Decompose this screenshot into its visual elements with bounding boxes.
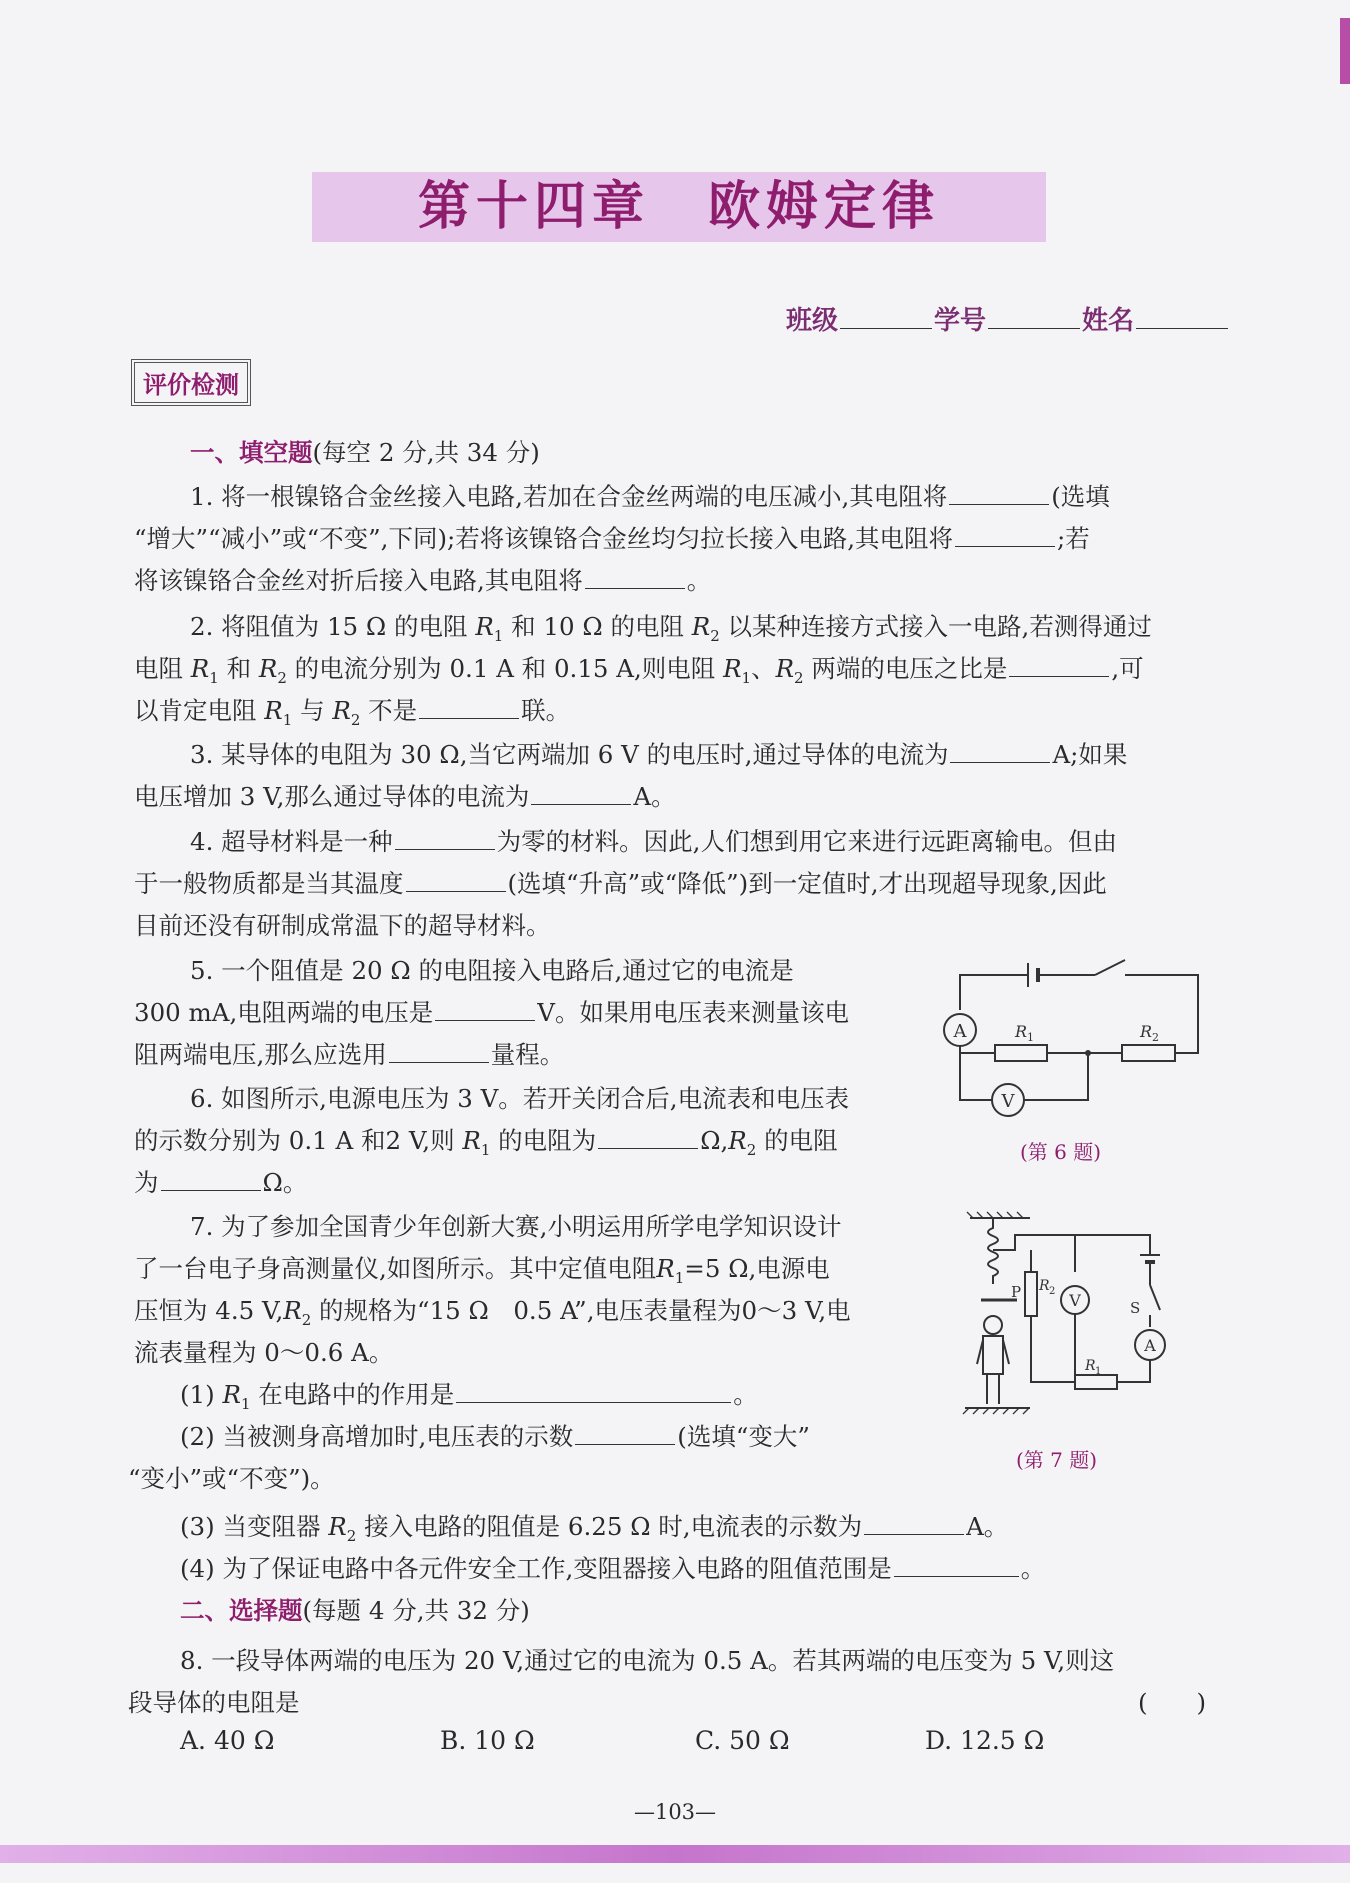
r-symbol: R: [190, 654, 210, 683]
q7-part1: [180, 1376, 758, 1413]
q6-text1: 6. 如图所示,电源电压为 3 V。若开关闭合后,电流表和电压表: [190, 1084, 850, 1113]
wire: [1125, 975, 1198, 1053]
rheostat-r2: [1025, 1272, 1037, 1316]
r2-subscript: 2: [1049, 1286, 1056, 1297]
q8-answer-bracket[interactable]: ( ): [1138, 1688, 1207, 1717]
subscript: 2: [277, 668, 287, 687]
student-info: [786, 300, 1230, 337]
q7-blank4[interactable]: [894, 1554, 1019, 1577]
junction-dot: [1085, 1050, 1091, 1056]
q1-text2: “增大”“减小”或“不变”,下同);若将该镍铬合金丝均匀拉长接入电路,其电阻将: [134, 524, 954, 553]
page-number: —103—: [633, 1800, 717, 1824]
q4-blank2[interactable]: [406, 869, 506, 892]
q3-blank2[interactable]: [531, 782, 631, 805]
chapter-title: 第十四章 欧姆定律: [417, 176, 940, 237]
q2-text3a: 以肯定电阻: [134, 696, 265, 725]
wire: [1075, 1235, 1150, 1255]
wire: [993, 1235, 1075, 1272]
q1-text3: 将该镍铬合金丝对折后接入电路,其电阻将: [134, 566, 583, 595]
class-label: 班级: [785, 306, 838, 336]
q4-text1: 4. 超导材料是一种: [190, 827, 393, 856]
r-symbol: R: [691, 612, 711, 641]
r-symbol: R: [283, 1296, 302, 1325]
q1-blank2[interactable]: [955, 524, 1055, 547]
q2-text1a: 2. 将阻值为 15 Ω 的电阻: [190, 612, 476, 641]
section2-title: 二、选择题: [180, 1596, 303, 1625]
q7-line3: [134, 1292, 851, 1329]
corner-tab: [1340, 18, 1350, 84]
r2-label: R: [1039, 1278, 1050, 1294]
resistor-r1: [995, 1045, 1047, 1061]
subscript: 2: [350, 710, 361, 729]
q2-text2e: 两端的电压之比是: [803, 654, 1008, 683]
q5-text2b: V。如果用电压表来测量该电: [537, 998, 849, 1027]
q8-line2: [128, 1684, 300, 1719]
subscript: 2: [746, 1140, 757, 1159]
q4-line3: [134, 907, 551, 942]
q5-blank2[interactable]: [389, 1040, 489, 1063]
q4-line2: [134, 865, 1107, 900]
subscript: 1: [741, 668, 752, 687]
q4-text2: 于一般物质都是当其温度: [134, 869, 404, 898]
q8-choice-b[interactable]: B. 10 Ω: [440, 1726, 535, 1755]
q7-part3: [180, 1508, 1008, 1545]
q7-part4b: 。: [1020, 1554, 1046, 1583]
q7-part3a: (3) 当变阻器: [180, 1512, 329, 1541]
q1-blank3[interactable]: [585, 566, 685, 589]
q4-text2b: (选填“升高”或“降低”)到一定值时,才出现超导现象,因此: [507, 869, 1107, 898]
q7-text4: 流表量程为 0～0.6 A。: [134, 1338, 394, 1367]
switch-lever: [1150, 1285, 1160, 1310]
q2-text2d: 、: [751, 654, 776, 683]
q5-text3: 阻两端电压,那么应选用: [134, 1040, 387, 1069]
section1-heading: [190, 434, 540, 469]
wire: [960, 1046, 995, 1053]
person-arms: [977, 1340, 1009, 1364]
q3-text1b: A;如果: [1052, 740, 1128, 769]
subscript: 2: [710, 626, 720, 645]
slider-p-label: P: [1011, 1283, 1022, 1301]
q4-line1: [190, 823, 1117, 858]
q5-line2: [134, 994, 849, 1029]
q7-text1: 7. 为了参加全国青少年创新大赛,小明运用所学电学知识设计: [190, 1212, 842, 1241]
subscript: 1: [209, 668, 219, 687]
name-label: 姓名: [1081, 306, 1134, 336]
number-blank[interactable]: [988, 306, 1080, 329]
q1-text3b: 。: [686, 566, 712, 595]
q7-line2: [134, 1250, 830, 1287]
subscript: 2: [301, 1310, 312, 1329]
q6-text3a: 为: [134, 1168, 159, 1197]
q6-line3: [134, 1164, 307, 1199]
r-symbol: R: [475, 612, 494, 641]
q3-blank1[interactable]: [950, 740, 1050, 763]
q5-line1: [190, 952, 794, 987]
person-legs: [987, 1374, 999, 1404]
q7-part3b: 接入电路的阻值是 6.25 Ω 时,电流表的示数为: [356, 1512, 863, 1541]
q5-text1: 5. 一个阻值是 20 Ω 的电阻接入电路后,通过它的电流是: [190, 956, 794, 985]
q2-text2b: 和: [218, 654, 259, 683]
r-symbol: R: [723, 654, 742, 683]
q2-blank1[interactable]: [1009, 654, 1109, 677]
q7-line4: [134, 1334, 393, 1369]
ammeter-label: A: [953, 1021, 967, 1042]
q6-blank1[interactable]: [598, 1126, 698, 1149]
switch-label: S: [1130, 1299, 1141, 1317]
q3-line2: [134, 778, 676, 813]
q2-text3c: 不是: [360, 696, 418, 725]
q3-text1: 3. 某导体的电阻为 30 Ω,当它两端加 6 V 的电压时,通过导体的电流为: [190, 740, 949, 769]
q2-text1c: 以某种连接方式接入一电路,若测得通过: [719, 612, 1152, 641]
q7-line1: [190, 1208, 841, 1243]
q4-text3: 目前还没有研制成常温下的超导材料。: [134, 911, 551, 940]
r2-subscript: 2: [1152, 1031, 1159, 1044]
r-symbol: R: [258, 654, 278, 683]
q3-text2b: A。: [633, 782, 676, 811]
r1-label: R: [1015, 1022, 1028, 1041]
q6-line1: [190, 1080, 849, 1115]
q2-text1b: 和 10 Ω 的电阻: [503, 612, 692, 641]
q7-part4: [180, 1550, 1045, 1585]
subscript: 1: [674, 1268, 685, 1287]
q1-line3: [134, 562, 711, 597]
q5-text3b: 量程。: [490, 1040, 565, 1069]
q8-choice-d[interactable]: D. 12.5 Ω: [925, 1726, 1045, 1755]
q7-part2a: (2) 当被测身高增加时,电压表的示数: [180, 1422, 574, 1451]
name-blank[interactable]: [1136, 306, 1228, 329]
subscript: 1: [282, 710, 293, 729]
q7-height-meter-diagram: [955, 1210, 1185, 1435]
section2-heading: [180, 1592, 530, 1627]
r-symbol: R: [222, 1380, 241, 1409]
r-symbol: R: [728, 1126, 747, 1155]
q1-text2b: ;若: [1057, 524, 1090, 553]
q1-text1: 1. 将一根镍铬合金丝接入电路,若加在合金丝两端的电压减小,其电阻将: [190, 482, 948, 511]
q7-blank2[interactable]: [575, 1422, 675, 1445]
q2-line2: [134, 650, 1144, 687]
q8-choice-a[interactable]: A. 40 Ω: [180, 1726, 275, 1755]
q8-text1: 8. 一段导体两端的电压为 20 V,通过它的电流为 0.5 A。若其两端的电压变为 5 V,则这: [180, 1646, 1115, 1675]
q1-blank1[interactable]: [949, 482, 1049, 505]
q8-text2: 段导体的电阻是: [128, 1688, 300, 1717]
fig6-caption: (第 6 题): [1020, 1140, 1102, 1164]
voltmeter-label: V: [1001, 1091, 1015, 1112]
q7-part1a: (1): [180, 1380, 223, 1409]
fig7-caption: (第 7 题): [1016, 1448, 1098, 1472]
q6-text2d: 的电阻: [756, 1126, 838, 1155]
eval-label: 评价检测: [134, 362, 248, 403]
class-blank[interactable]: [840, 306, 932, 329]
section1-note: (每空 2 分,共 34 分): [312, 438, 540, 467]
q6-text2b: 的电阻为: [490, 1126, 597, 1155]
q7-blank1[interactable]: [456, 1380, 731, 1403]
q7-part3c: A。: [966, 1512, 1009, 1541]
q2-text2a: 电阻: [134, 654, 191, 683]
q2-line1: [190, 608, 1152, 645]
r-symbol: R: [328, 1512, 347, 1541]
q7-part2c: “变小”或“不变”)。: [128, 1464, 335, 1493]
q5-text2: 300 mA,电阻两端的电压是: [134, 998, 434, 1027]
number-label: 学号: [933, 306, 986, 336]
q7-part2: [180, 1418, 810, 1453]
q7-part2b: (选填“变大”: [677, 1422, 810, 1451]
q6-blank2[interactable]: [161, 1168, 261, 1191]
q7-part2-cont: [128, 1460, 335, 1495]
wire: [960, 975, 1028, 1010]
q7-part1c: 。: [733, 1380, 758, 1409]
subscript: 1: [480, 1140, 491, 1159]
q2-text3b: 与: [292, 696, 333, 725]
subscript: 2: [346, 1526, 357, 1545]
q7-text2a: 了一台电子身高测量仪,如图所示。其中定值电阻: [134, 1254, 657, 1283]
r1-subscript: 1: [1095, 1366, 1102, 1377]
q2-text2c: 的电流分别为 0.1 A 和 0.15 A,则电阻: [286, 654, 724, 683]
q4-blank1[interactable]: [395, 827, 495, 850]
switch-lever: [1095, 960, 1125, 975]
subscript: 2: [794, 668, 804, 687]
voltmeter-label: V: [1069, 1291, 1081, 1310]
r1-label: R: [1085, 1358, 1096, 1374]
person-body: [983, 1336, 1003, 1374]
q7-text3b: 的规格为“15 Ω 0.5 A”,电压表量程为0～3 V,电: [311, 1296, 851, 1325]
ammeter-label: A: [1144, 1336, 1156, 1355]
r-symbol: R: [462, 1126, 481, 1155]
wire: [1117, 1360, 1150, 1382]
r-symbol: R: [775, 654, 795, 683]
resistor-r2: [1122, 1045, 1175, 1061]
q1-line1: [190, 478, 1110, 513]
q3-line1: [190, 736, 1127, 771]
r2-label: R: [1140, 1022, 1153, 1041]
resistor-r1: [1075, 1375, 1117, 1389]
q6-text3b: Ω。: [262, 1168, 308, 1197]
q4-text1b: 为零的材料。因此,人们想到用它来进行远距离输电。但由: [496, 827, 1117, 856]
subscript: 1: [240, 1394, 251, 1413]
q7-text2b: =5 Ω,电源电: [684, 1254, 830, 1283]
q1-text1b: (选填: [1051, 482, 1110, 511]
q2-text3d: 联。: [521, 696, 571, 725]
section2-note: (每题 4 分,共 32 分): [302, 1596, 530, 1625]
r-symbol: R: [332, 696, 351, 725]
wire: [960, 1053, 992, 1100]
person-head: [984, 1316, 1002, 1334]
q7-blank3[interactable]: [864, 1512, 964, 1535]
r1-subscript: 1: [1027, 1031, 1034, 1044]
subscript: 1: [493, 626, 504, 645]
q2-blank2[interactable]: [419, 696, 519, 719]
q7-part1b: 在电路中的作用是: [250, 1380, 455, 1409]
q6-line2: [134, 1122, 838, 1159]
q3-text2: 电压增加 3 V,那么通过导体的电流为: [134, 782, 530, 811]
q2-text2f: ,可: [1111, 654, 1144, 683]
q6-text2a: 的示数分别为 0.1 A 和2 V,则: [134, 1126, 463, 1155]
bottom-band: [0, 1845, 1350, 1863]
q1-line2: [134, 520, 1090, 555]
q2-line3: [134, 692, 570, 729]
q6-circuit-diagram: [940, 955, 1210, 1145]
q7-text3a: 压恒为 4.5 V,: [134, 1296, 284, 1325]
wire: [1031, 1316, 1075, 1382]
q8-choice-c[interactable]: C. 50 Ω: [695, 1726, 790, 1755]
q7-part4a: (4) 为了保证电路中各元件安全工作,变阻器接入电路的阻值范围是: [180, 1554, 892, 1583]
q8-line1: [180, 1642, 1114, 1677]
q5-blank1[interactable]: [435, 998, 535, 1021]
q6-text2c: Ω,: [700, 1126, 729, 1155]
r-symbol: R: [264, 696, 283, 725]
r-symbol: R: [656, 1254, 675, 1283]
section1-title: 一、填空题: [190, 438, 313, 467]
q5-line3: [134, 1036, 564, 1071]
